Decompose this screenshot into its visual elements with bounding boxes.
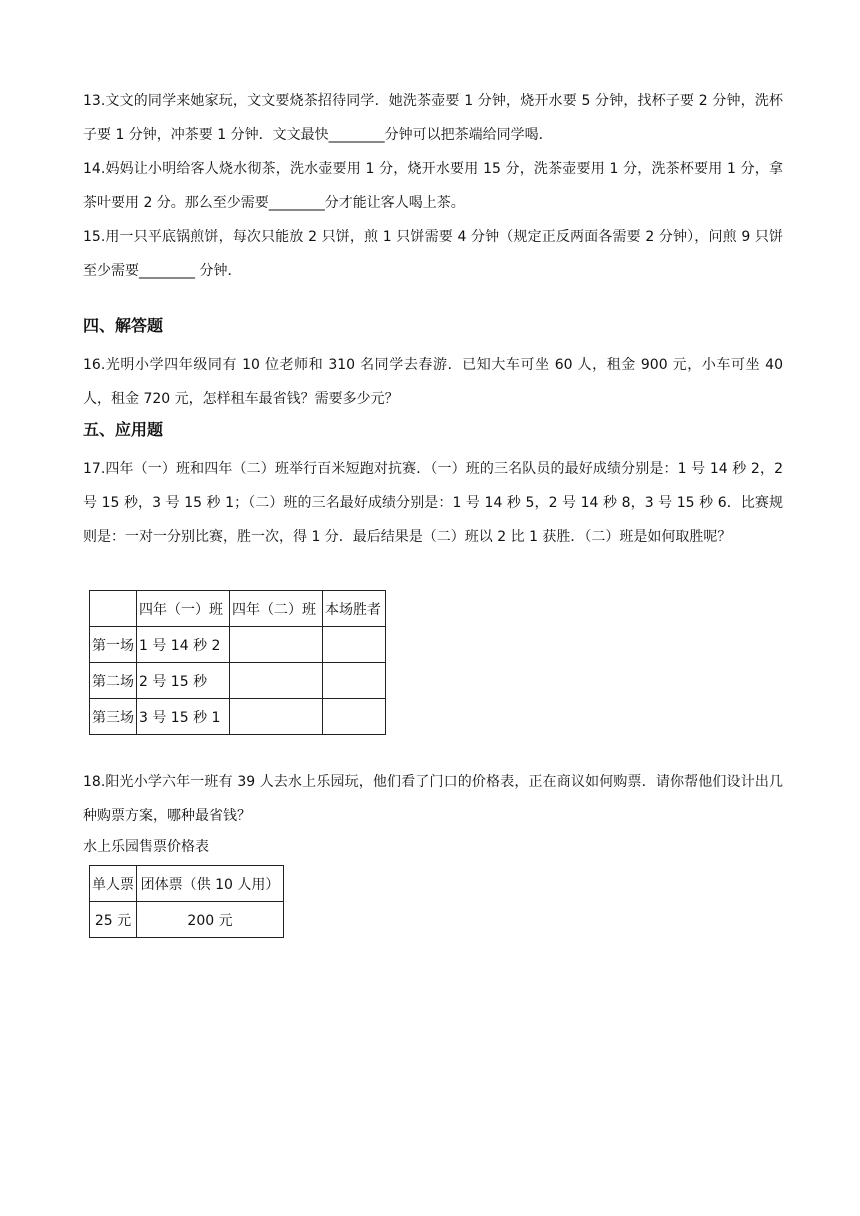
worksheet-page: [83, 84, 783, 938]
table-cell: [230, 663, 323, 699]
price-table-caption: 水上乐园售票价格表: [83, 839, 209, 855]
question-13: 13.文文的同学来她家玩，文文要烧茶招待同学．她洗茶壶要 1 分钟，烧开水要 5 分钟，找杯子要 2 分钟，洗杯子要 1 分钟，冲茶要 1 分钟．文文最快________分钟可以把茶端给同学喝．: [83, 93, 783, 143]
table-row: [90, 591, 386, 627]
table-row: [90, 866, 284, 902]
race-results-table: [89, 590, 386, 735]
table-cell: 200 元: [137, 902, 284, 938]
table-header-class-2: 四年（二）班: [230, 591, 323, 627]
table-cell: [230, 699, 323, 735]
question-14: 14.妈妈让小明给客人烧水彻茶，洗水壶要用 1 分，烧开水要用 15 分，洗茶壶要用 1 分，洗茶杯要用 1 分，拿茶叶要用 2 分。那么至少需要________分才能让客人喝上茶。: [83, 161, 783, 211]
table-header-single-ticket: 单人票: [90, 866, 137, 902]
table-cell: 3 号 15 秒 1: [137, 699, 230, 735]
section-4-heading: 四、解答题: [83, 316, 164, 335]
table-row: [90, 627, 386, 663]
table-row: [90, 902, 284, 938]
table-cell: 第二场: [90, 663, 137, 699]
section-5-heading: 五、应用题: [83, 420, 164, 439]
question-17: 17.四年（一）班和四年（二）班举行百米短跑对抗赛．（一）班的三名队员的最好成绩分别是：1 号 14 秒 2，2 号 15 秒，3 号 15 秒 1；（二）班的三名最好成绩分别是：1 号 14 秒 5，2 号 14 秒 8，3 号 15 秒 6．比赛规则是：一对一分别比赛，胜一次，得 1 分．最后结果是（二）班以 2 比 1 获胜．（二）班是如何取胜呢？: [83, 461, 783, 545]
table-cell: [90, 591, 137, 627]
table-cell: 1 号 14 秒 2: [137, 627, 230, 663]
table-cell: 第一场: [90, 627, 137, 663]
question-16: 16.光明小学四年级同有 10 位老师和 310 名同学去春游．已知大车可坐 60 人，租金 900 元，小车可坐 40 人，租金 720 元，怎样租车最省钱？需要多少元？: [83, 357, 783, 407]
table-header-winner: 本场胜者: [323, 591, 386, 627]
table-cell: 2 号 15 秒: [137, 663, 230, 699]
table-cell: [230, 627, 323, 663]
table-header-group-ticket: 团体票（供 10 人用）: [137, 866, 284, 902]
table-cell: [323, 699, 386, 735]
table-header-class-1: 四年（一）班: [137, 591, 230, 627]
ticket-price-table: [89, 865, 284, 938]
table-cell: [323, 627, 386, 663]
table-row: [90, 663, 386, 699]
table-row: [90, 699, 386, 735]
question-15: 15.用一只平底锅煎饼，每次只能放 2 只饼，煎 1 只饼需要 4 分钟（规定正反两面各需要 2 分钟），问煎 9 只饼至少需要________ 分钟．: [83, 229, 783, 279]
table-cell: 25 元: [90, 902, 137, 938]
question-18: 18.阳光小学六年一班有 39 人去水上乐园玩，他们看了门口的价格表，正在商议如何购票．请你帮他们设计出几种购票方案，哪种最省钱？: [83, 774, 783, 824]
table-cell: 第三场: [90, 699, 137, 735]
table-cell: [323, 663, 386, 699]
